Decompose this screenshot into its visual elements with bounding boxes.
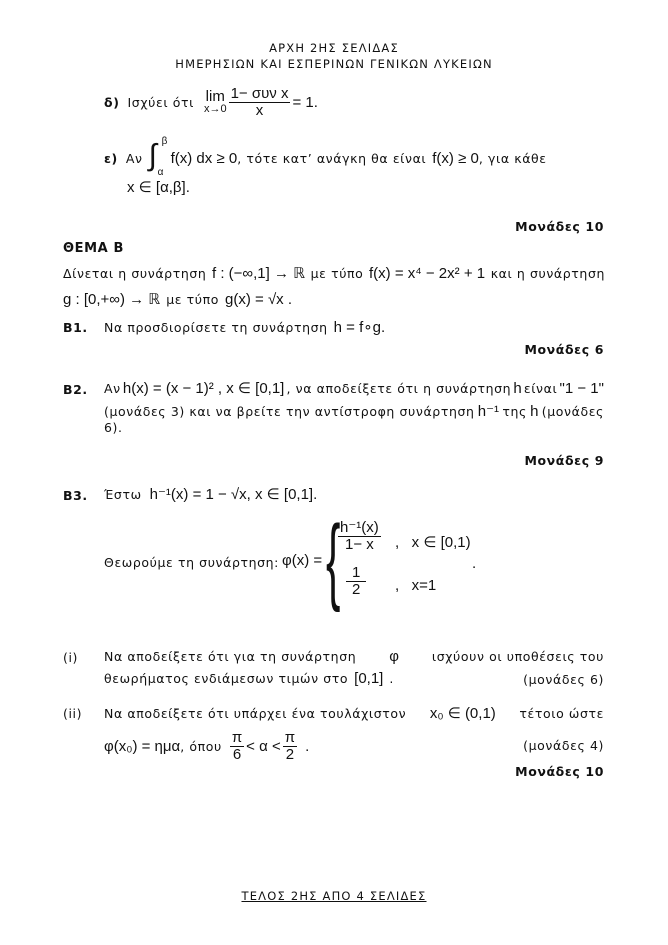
g-definition: g : [0,+∞) → ℝ <box>63 291 161 308</box>
item-e-text2: , τότε κατ’ ανάγκη θα είναι <box>237 150 427 166</box>
f-definition: f : (−∞,1] → ℝ <box>211 265 305 282</box>
intro-text3: και η συνάρτηση <box>490 265 605 281</box>
page-footer: ΤΕΛΟΣ 2ΗΣ ΑΠΟ 4 ΣΕΛΙΔΕΣ <box>241 889 427 903</box>
b2-hinv: h⁻¹ <box>477 403 500 420</box>
b3-math: h⁻¹(x) = 1 − √x, x ∈ [0,1]. <box>149 486 318 503</box>
ii-frac2-num: π <box>284 728 296 746</box>
case1-fraction <box>338 520 381 553</box>
b2-text3: είναι <box>523 380 558 396</box>
b3-consider-text: Θεωρούμε τη συνάρτηση: <box>104 555 279 570</box>
integral <box>148 136 171 178</box>
page-header-line1: ΑΡΧΗ 2ΗΣ ΣΕΛΙΔΑΣ <box>269 41 399 55</box>
theme-b-intro-line2 <box>63 290 292 308</box>
i-marks: (μονάδες 6) <box>523 672 604 687</box>
phi-dot: . <box>472 555 477 572</box>
i-dot: . <box>389 671 394 686</box>
page-header-line2: ΗΜΕΡΗΣΙΩΝ ΚΑΙ ΕΣΠΕΡΙΝΩΝ ΓΕΝΙΚΩΝ ΛΥΚΕΙΩΝ <box>175 57 493 71</box>
limit-numerator: 1− συν x <box>230 84 289 102</box>
b2-label: Β2. <box>63 382 88 397</box>
ii-ineq: < α < <box>246 737 281 755</box>
case2-condition: , x=1 <box>395 577 437 594</box>
i-line1 <box>104 648 604 665</box>
ii-label: (ii) <box>63 706 83 721</box>
phi-case1 <box>336 520 383 553</box>
ii-frac1 <box>230 730 244 763</box>
b1-marks: Μονάδες 6 <box>524 342 604 357</box>
case1-denominator: 1− x <box>344 536 374 553</box>
i-label: (i) <box>63 650 79 665</box>
b1-math: h = f∘g. <box>333 319 386 336</box>
theme-b-intro-line1 <box>63 264 605 282</box>
ii-frac1-den: 6 <box>232 745 242 763</box>
i-phi: φ <box>389 648 399 665</box>
limit <box>204 89 227 115</box>
ii-x0: x₀ ∈ (0,1) <box>429 705 496 722</box>
item-d-text: Ισχύει ότι <box>127 94 194 110</box>
b2-quote: "1 − 1" <box>559 379 604 397</box>
i-line2 <box>104 670 394 687</box>
intro-text4: με τύπο <box>166 291 220 307</box>
b2-line2c: (μονάδες <box>541 403 604 419</box>
b1-question <box>104 318 385 336</box>
b3-given <box>104 485 317 503</box>
intro-text1: Δίνεται η συνάρτηση <box>63 265 207 281</box>
f-formula: f(x) = x⁴ − 2x² + 1 <box>369 264 486 282</box>
theme-b-title: ΘΕΜΑ Β <box>63 241 124 256</box>
ii-frac2 <box>283 730 297 763</box>
item-d <box>104 84 318 120</box>
ii-frac2-den: 2 <box>285 745 295 763</box>
case1-numerator: h⁻¹(x) <box>340 519 379 536</box>
phi-case2 <box>344 565 368 598</box>
item-d-label: δ) <box>104 94 120 110</box>
ii-line1 <box>104 704 604 722</box>
ii-dot: . <box>305 737 310 755</box>
ii-frac1-num: π <box>231 728 243 746</box>
b2-h: h <box>513 379 522 397</box>
b2-line3: 6). <box>104 420 123 435</box>
b2-marks: Μονάδες 9 <box>524 453 604 468</box>
i-text2: ισχύουν οι υποθέσεις του <box>431 649 604 664</box>
case2-denominator: 2 <box>352 581 361 598</box>
ii-eq: φ(x₀) = ημα <box>104 737 181 755</box>
limit-result: = 1. <box>292 93 318 111</box>
i-interval: [0,1] <box>354 670 384 687</box>
brace-icon: { <box>326 506 341 613</box>
item-e-text3: , για κάθε <box>478 150 547 166</box>
marks-a: Μονάδες 10 <box>515 219 604 234</box>
limit-denominator: x <box>255 101 264 119</box>
item-e <box>104 136 547 178</box>
limit-subscript: x→0 <box>203 103 227 115</box>
b2-text1: Αν <box>104 380 121 396</box>
b2-line2-text: (μονάδες 3) και να βρείτε την αντίστροφη συνάρτηση <box>104 403 475 419</box>
ii-line2 <box>104 728 309 764</box>
b2-h2: h <box>530 402 539 420</box>
integrand: f(x) dx ≥ 0 <box>170 149 238 167</box>
limit-symbol: lim <box>205 88 225 105</box>
ii-marks: (μονάδες 4) <box>523 738 604 753</box>
b3-label: Β3. <box>63 488 88 503</box>
b2-math1: h(x) = (x − 1)² , x ∈ [0,1] <box>122 380 285 397</box>
ii-text1: Να αποδείξετε ότι υπάρχει ένα τουλάχιστον <box>104 705 407 721</box>
b2-text2: , να αποδείξετε ότι η συνάρτηση <box>286 380 512 396</box>
b3-text: Έστω <box>104 486 142 502</box>
i-text3: θεωρήματος ενδιάμεσων τιμών στο <box>104 671 349 686</box>
item-e-condition: f(x) ≥ 0 <box>432 149 479 167</box>
b1-text: Να προσδιορίσετε τη συνάρτηση <box>104 319 328 335</box>
g-formula: g(x) = √x . <box>225 290 293 308</box>
case2-numerator: 1 <box>346 565 366 582</box>
phi-lhs: φ(x) = <box>282 552 323 569</box>
limit-fraction <box>229 86 291 119</box>
ii-text2: τέτοιο ώστε <box>519 705 604 721</box>
integral-icon: ∫ <box>148 139 157 172</box>
b2-line1 <box>104 379 604 397</box>
case2-fraction <box>346 565 366 598</box>
intro-text2: με τύπο <box>310 265 364 281</box>
b2-line2b: της <box>502 403 527 419</box>
integral-upper: β <box>161 136 168 147</box>
b2-line2 <box>104 402 604 420</box>
b1-label: Β1. <box>63 320 88 335</box>
item-e-domain: x ∈ [α,β]. <box>127 179 190 196</box>
integral-lower: α <box>157 167 164 178</box>
b3-marks: Μονάδες 10 <box>515 764 604 779</box>
ii-text3: , όπου <box>180 738 222 754</box>
i-text1: Να αποδείξετε ότι για τη συνάρτηση <box>104 649 357 664</box>
item-e-label: ε) <box>104 150 118 166</box>
item-e-text1: Αν <box>125 150 143 166</box>
case1-condition: , x ∈ [0,1) <box>395 534 471 551</box>
